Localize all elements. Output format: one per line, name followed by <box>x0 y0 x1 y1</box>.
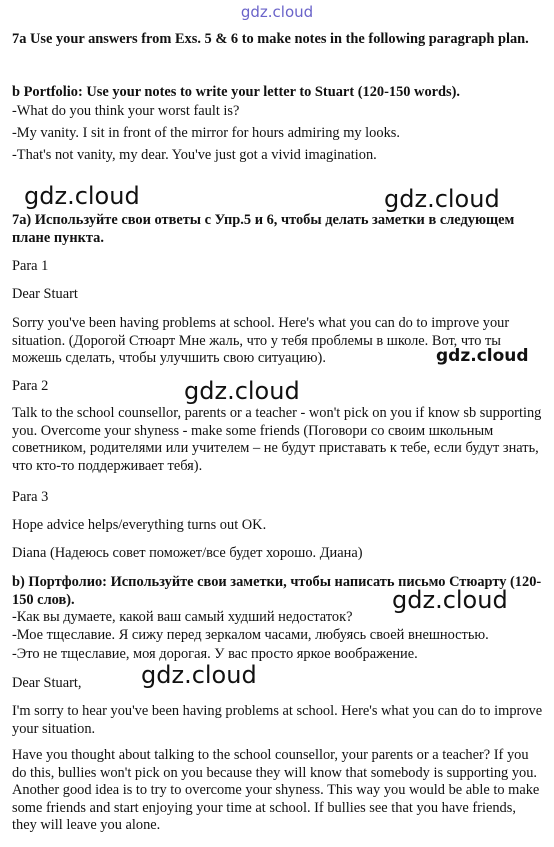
watermark-top: gdz.cloud <box>240 3 314 21</box>
joke-line-3: -That's not vanity, my dear. You've just got a vivid imagination. <box>12 147 377 163</box>
joke-line-1: -What do you think your worst fault is? <box>12 103 240 119</box>
ru-joke-line-1: -Как вы думаете, какой ваш самый худший недостаток? <box>12 609 353 625</box>
watermark: gdz.cloud <box>141 661 257 689</box>
ru-joke-line-2: -Мое тщеславие. Я сижу перед зеркалом часами, любуясь своей внешностью. <box>12 627 489 643</box>
watermark: gdz.cloud <box>436 346 529 366</box>
ru-b-heading: b) Портфолио: Используйте свои заметки, чтобы написать письмо Стюарту (120-150 слов). <box>12 574 542 608</box>
exercise-7a-heading: 7a Use your answers from Exs. 5 & 6 to make notes in the following paragraph plan. <box>12 31 529 47</box>
watermark: gdz.cloud <box>184 377 300 405</box>
greeting-1: Dear Stuart <box>12 286 78 302</box>
para2-label: Para 2 <box>12 378 49 394</box>
watermark: gdz.cloud <box>384 185 500 213</box>
watermark: gdz.cloud <box>24 182 140 210</box>
para3-label: Para 3 <box>12 489 49 505</box>
para2-text: Talk to the school counsellor, parents or a teacher - won't pick on you if know sb supporting you. Overcome your shyness - make some friends (Поговори со своим школьным советником, родителями или учителем – не будут приставать к тебе, если будут знать, что кто-то поддерживает тебя). <box>12 405 542 474</box>
para1-label: Para 1 <box>12 258 49 274</box>
watermark: gdz.cloud <box>392 586 508 614</box>
letter-paragraph-1: I'm sorry to hear you've been having problems at school. Here's what you can do to improve your situation. <box>12 703 543 737</box>
joke-line-2: -My vanity. I sit in front of the mirror for hours admiring my looks. <box>12 125 400 141</box>
exercise-b-heading: b Portfolio: Use your notes to write your letter to Stuart (120-150 words). <box>12 84 461 100</box>
para3-sign: Diana (Надеюсь совет поможет/все будет хорошо. Диана) <box>12 545 363 561</box>
ru-joke-line-3: -Это не тщеславие, моя дорогая. У вас просто яркое воображение. <box>12 646 418 662</box>
letter-paragraph-2: Have you thought about talking to the school counsellor, your parents or a teacher? If you do this, bullies won't pick on you because they will know that somebody is supporting you. Another good idea is to try to overcome your shyness. This way you would be able to make some friends and start enjoying your time at school. If bullies see that you have friends, they will leave you alone. <box>12 747 540 833</box>
greeting-2: Dear Stuart, <box>12 675 82 691</box>
ru-7a-heading: 7a) Используйте свои ответы с Упр.5 и 6, чтобы делать заметки в следующем плане пункта. <box>12 212 515 246</box>
para3-text: Hope advice helps/everything turns out OK. <box>12 517 267 533</box>
para1-text: Sorry you've been having problems at school. Here's what you can do to improve your situation. (Дорогой Стюарт Мне жаль, что у тебя проблемы в школе. Вот, что ты можешь сделать, чтобы улучшить свою ситуацию). <box>12 315 510 366</box>
